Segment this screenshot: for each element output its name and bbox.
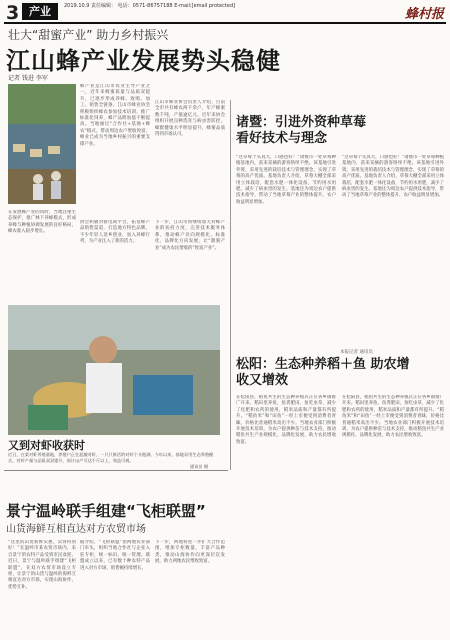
jingning-headline: 景宁温岭联手组建“飞柜联盟” [6,502,206,520]
section-badge: 产业 [22,3,58,20]
column-divider [230,100,231,470]
jingning-body-1: “这里的山货新鲜实惠，卖得特别好！”在温岭市某农贸市场内，来自景宁的农特产品受到市民欢迎。近日，景宁与温岭联手组建“飞柜联盟”，在双方农贸市场设立专柜，让景宁的山货与温岭的海鲜互相直达对方市场，实现山海协作、优势互补。 [8,540,76,590]
photo-caption-title: 又到对虾收获时 [8,439,85,452]
zhuji-byline: 本报记者 通讯员 [340,350,373,355]
lead-body-column-2: 江山市蜂业协会负责人介绍，目前全市共有蜂农两千余户，年产蜂蜜数千吨，产值逾亿元。近年来协会组织开展良种选育与病虫害防控，蜂群健康水平明显提升，蜂蜜品质得到市场认可。 [155,100,225,138]
section-divider [4,470,228,471]
beekeeping-photo [8,84,76,204]
zhuji-headline: 诸暨：引进外资种草莓 看好技术与理念 [236,115,367,146]
lead-body-column-3: 在发展蜂产业的同时，当地注重生态保护，推广林下养蜂模式，形成养蜂与种植协调发展的良好格局，蜂农收入稳步增长。 [8,210,76,235]
lead-kicker: 壮大“甜蜜产业” 助力乡村振兴 [8,28,169,42]
photo-caption-text: 近日，在某对虾养殖基地，养殖户正在起捕对虾，一只只鲜活的对虾个头饱满。今年以来，基地采用生态养殖模式，对虾产量与品质双双提升，预计亩产可达千斤以上，效益可观。 [8,452,214,463]
jingning-body-3: 下一步，两地将进一步扩大合作范围，增加专柜数量，丰富产品种类，推动山海协作向更深层次发展，助力两地农民增收致富。 [155,540,225,565]
lead-body-column-4: 协会积极对接电商平台，拓宽蜂产品销售渠道，打造地方特色品牌。不少年轻人返乡创业，加入养蜂行列，为产业注入了新的活力。 [80,220,150,245]
masthead-rule [4,22,446,24]
jingning-subhead: 山货海鲜互相直达对方农贸市场 [6,524,146,535]
jingning-body-2: 据介绍，“飞柜联盟”由两地农业部门牵头，组织当地合作社与企业入驻专柜，统一标识、统一管理。联盟成立以来，已有数十种农特产品进入对方市场，销售额持续增长。 [80,540,150,571]
lead-body-column-1: 蜂产业是江山市农业主导产业之一，近年来蜂蜜质量与品质双提升，已逐步形成养蜂、收购、加工、销售全链条。江山市蜂业协会积极组织蜂农参加技术培训，推广标准化饲养，蜂产品附加值不断提高。当地通过“合作社+基地+蜂农”模式，带动周边农户增收致富，蜂业已成为当地乡村振兴的重要支撑产业。 [80,84,150,147]
photo-credit: 通讯员 摄 [190,464,209,469]
songyang-body-2: 在松阳县，稻鱼共生的生态种养模式正在各乡镇推广开来。稻田里养鱼，鱼粪肥田，鱼吃虫草，减少了化肥和农药的使用，稻米品质和产量都有所提升。“稻鱼米”和“田鱼”一经上市便受到消费者青睐，价格比普通稻米高出不少。当地农业部门积极开展技术培训，为农户提供种苗与技术支持，推动稻鱼共生产业规模化、品牌化发展，助力农民增收致富。 [342,395,444,439]
issue-date: 2019.10.9 责任编辑： 电话：0571-86757188 E-mail:[email protected] [64,3,236,9]
songyang-headline: 松阳：生态种养稻＋鱼 助农增收又增效 [236,357,410,388]
page-number: 3 [6,2,20,24]
lead-headline: 江山蜂产业发展势头稳健 [6,47,281,75]
songyang-body-1: 在松阳县，稻鱼共生的生态种养模式正在各乡镇推广开来。稻田里养鱼，鱼粪肥田，鱼吃虫草，减少了化肥和农药的使用，稻米品质和产量都有所提升。“稻鱼米”和“田鱼”一经上市便受到消费者青睐，价格比普通稻米高出不少。当地农业部门积极开展技术培训，为农户提供种苗与技术支持，推动稻鱼共生产业规模化、品牌化发展，助力农民增收致富。 [236,395,336,445]
lead-body-column-5: 下一步，江山市将继续加大对蜂产业的扶持力度，完善技术服务体系，推动蜂产业向规模化、标准化、品牌化方向发展，让“甜蜜产业”成为农民增收的“致富产业”。 [155,220,225,251]
lead-reporters: 记者 钱进 李军 [8,75,48,82]
shrimp-harvest-photo [8,305,220,435]
zhuji-body-1: “这草莓个头真大，口感也好！”诸暨市一处草莓种植基地内，前来采摘的游客络绎不绝。该基地引进外资，采用先进的栽培技术与管理理念，实现了草莓的高产优质。基地负责人介绍，草莓大棚全部采用立体栽培，配套水肥一体化设备，节约用水用肥，减少了病虫害的发生。基地还为周边农户提供技术指导，带动了当地草莓产业的整体提升，农户收益明显增加。 [236,155,336,205]
newspaper-logo: 蜂村报 [404,7,444,22]
zhuji-body-2: “这草莓个头真大，口感也好！”诸暨市一处草莓种植基地内，前来采摘的游客络绎不绝。该基地引进外资，采用先进的栽培技术与管理理念，实现了草莓的高产优质。基地负责人介绍，草莓大棚全部采用立体栽培，配套水肥一体化设备，节约用水用肥，减少了病虫害的发生。基地还为周边农户提供技术指导，带动了当地草莓产业的整体提升，农户收益明显增加。 [342,155,444,199]
